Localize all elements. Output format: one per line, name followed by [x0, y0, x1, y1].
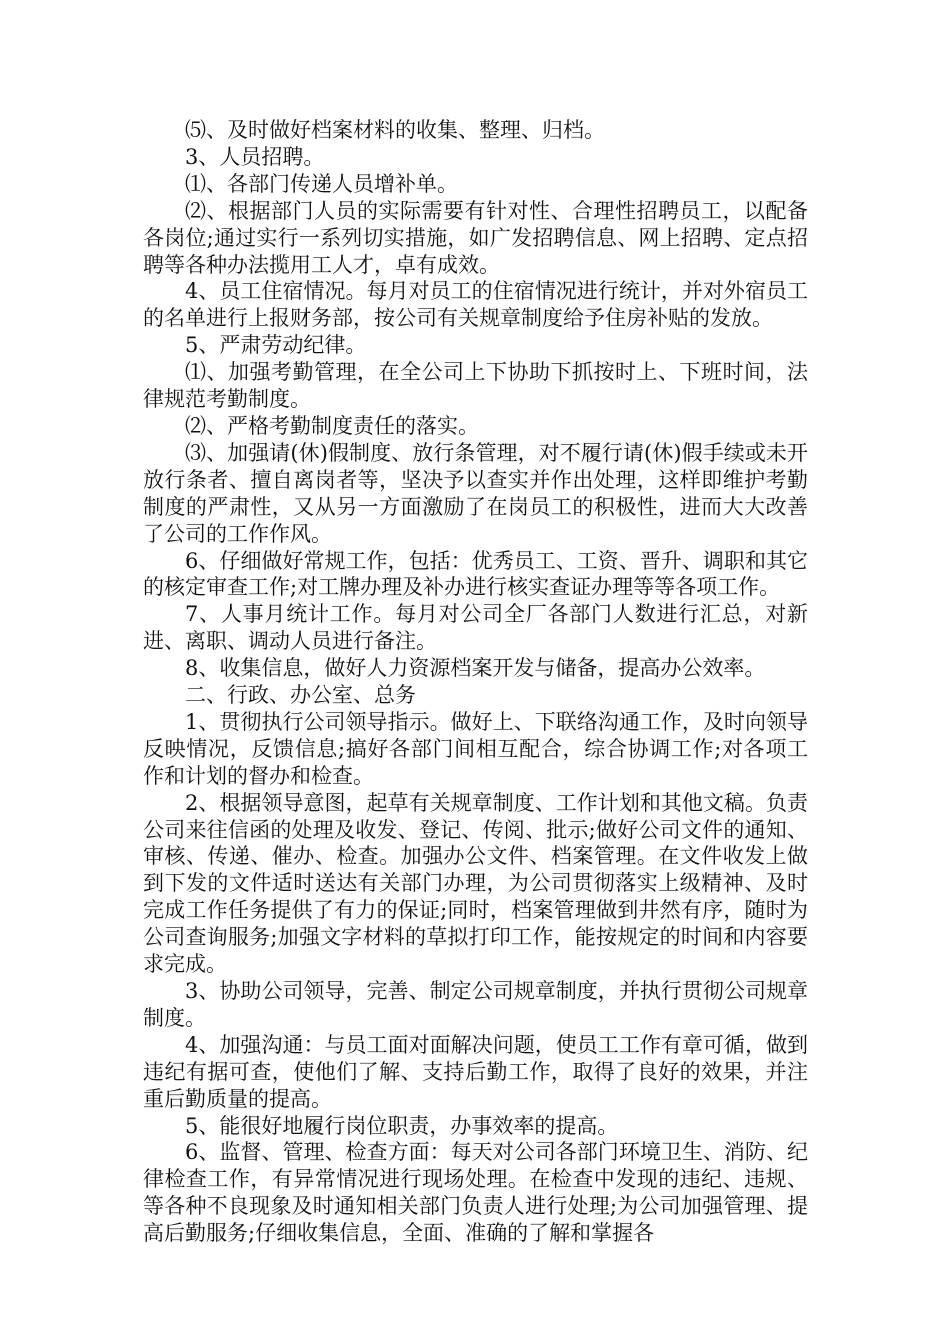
paragraph-recruitment-heading: 3、人员招聘。 — [185, 144, 325, 169]
paragraph-discipline-1: ⑴、加强考勤管理，在全公司上下协助下抓按时上、下班时间，法律规范考勤制度。 — [143, 360, 808, 412]
paragraph-routine-work: 6、仔细做好常规工作，包括：优秀员工、工资、晋升、调职和其它的核定审查工作;对工牌办理及补办进行核实查证办理等等各项工作。 — [143, 548, 808, 600]
paragraph-discipline-2: ⑵、严格考勤制度责任的落实。 — [185, 413, 479, 438]
paragraph-discipline-3: ⑶、加强请(休)假制度、放行条管理，对不履行请(休)假手续或未开放行条者、擅自离岗者等，坚决予以查实并作出处理，这样即维护考勤制度的严肃性，又从另一方面激励了在岗员工的积极性，进而大大改善了公司的工作作风。 — [143, 440, 808, 546]
paragraph-admin-3: 3、协助公司领导，完善、制定公司规章制度，并执行贯彻公司规章制度。 — [143, 979, 808, 1030]
document-body — [143, 117, 808, 1247]
paragraph-recruitment-1: ⑴、各部门传递人员增补单。 — [185, 171, 458, 196]
paragraph-housing: 4、员工住宿情况。每月对员工的住宿情况进行统计，并对外宿员工的名单进行上报财务部，按公司有关规章制度给予住房补贴的发放。 — [143, 279, 808, 331]
paragraph-admin-1: 1、贯彻执行公司领导指示。做好上、下联络沟通工作，及时向领导反映情况，反馈信息;搞好各部门间相互配合，综合协调工作;对各项工作和计划的督办和检查。 — [143, 709, 808, 788]
paragraph-recruitment-2: ⑵、根据部门人员的实际需要有针对性、合理性招聘员工，以配备各岗位;通过实行一系列切实措施，如广发招聘信息、网上招聘、定点招聘等各种办法揽用工人才，卓有成效。 — [143, 198, 808, 277]
paragraph-monthly-stats: 7、人事月统计工作。每月对公司全厂各部门人数进行汇总，对新进、离职、调动人员进行备注。 — [143, 602, 808, 654]
paragraph-admin-5: 5、能很好地履行岗位职责，办事效率的提高。 — [185, 1113, 619, 1138]
paragraph-admin-4: 4、加强沟通：与员工面对面解决问题，使员工工作有章可循，做到违纪有据可查，使他们了解、支持后勤工作，取得了良好的效果，并注重后勤质量的提高。 — [143, 1032, 808, 1111]
paragraph-admin-2: 2、根据领导意图，起草有关规章制度、工作计划和其他文稿。负责公司来往信函的处理及收发、登记、传阅、批示;做好公司文件的通知、审核、传递、催办、检查。加强办公文件、档案管理。在文件收发上做到下发的文件适时送达有关部门办理，为公司贯彻落实上级精神、及时完成工作任务提供了有力的保证;同时，档案管理做到井然有序，随时为公司查询服务;加强文字材料的草拟打印工作，能按规定的时间和内容要求完成。 — [143, 790, 808, 977]
paragraph-archive-filing: ⑸、及时做好档案材料的收集、整理、归档。 — [185, 118, 605, 142]
paragraph-collect-info: 8、收集信息，做好人力资源档案开发与储备，提高办公效率。 — [185, 656, 766, 681]
paragraph-discipline-heading: 5、严肃劳动纪律。 — [185, 333, 367, 358]
paragraph-admin-6: 6、监督、管理、检查方面：每天对公司各部门环境卫生、消防、纪律检查工作，有异常情况进行现场处理。在检查中发现的违纪、违规、等各种不良现象及时通知相关部门负责人进行处理;为公司加强管理、提高后勤服务;仔细收集信息，全面、准确的了解和掌握各 — [143, 1140, 808, 1246]
section-heading-admin: 二、行政、办公室、总务 — [185, 683, 416, 708]
